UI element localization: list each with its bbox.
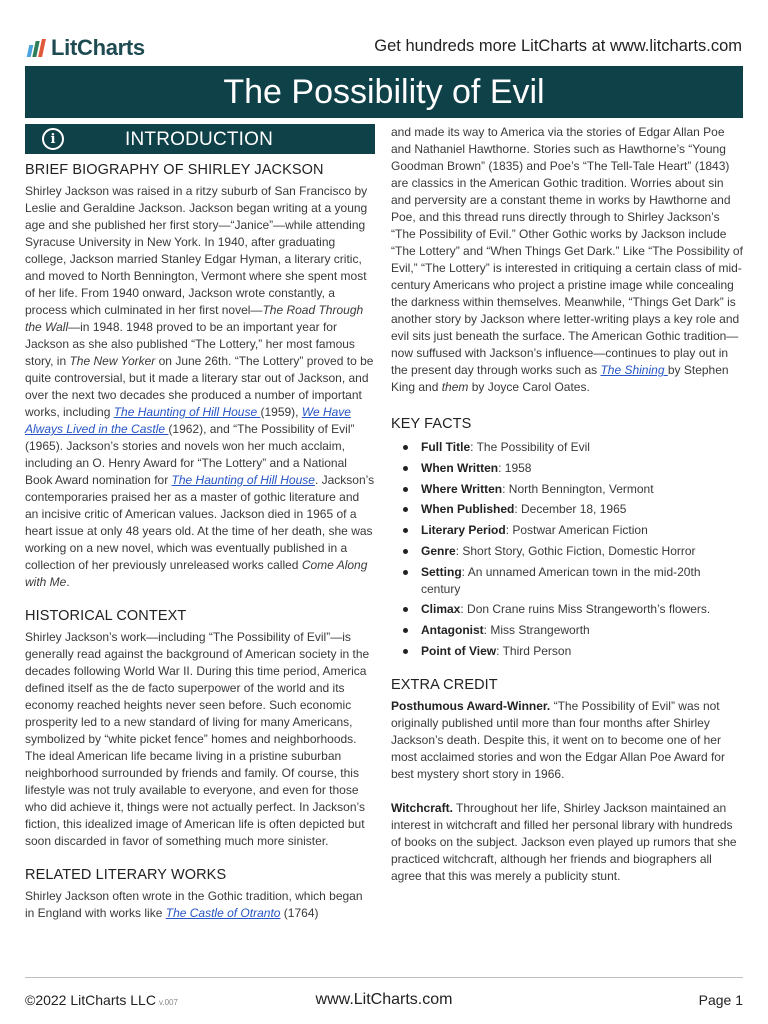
- link-castle-of-otranto[interactable]: The Castle of Otranto: [165, 906, 281, 920]
- link-the-shining[interactable]: The Shining: [600, 363, 668, 377]
- key-fact-item: Antagonist: Miss Strangeworth: [391, 622, 743, 639]
- introduction-label: INTRODUCTION: [125, 128, 274, 150]
- key-fact-value: Don Crane ruins Miss Strangeworth’s flowers.: [467, 602, 711, 617]
- key-fact-value: Third Person: [502, 643, 572, 658]
- footer-copyright: ©2022 LitCharts LLC v.007: [25, 992, 178, 1008]
- key-fact-label: Where Written: [421, 481, 503, 496]
- title-banner: [25, 66, 743, 118]
- litcharts-logo[interactable]: [28, 34, 145, 62]
- key-fact-item: Literary Period: Postwar American Fiction: [391, 522, 743, 539]
- key-fact-item: Genre: Short Story, Gothic Fiction, Domestic Horror: [391, 543, 743, 560]
- logo-text: LitCharts: [51, 35, 145, 60]
- key-fact-label: Literary Period: [421, 523, 506, 538]
- left-column: [25, 124, 375, 922]
- key-fact-label: Point of View: [421, 643, 497, 658]
- introduction-banner: [25, 124, 375, 154]
- historical-paragraph: Shirley Jackson’s work—including “The Possibility of Evil”—is generally read against the background of American society in the decades following World War II. During this time period, America defined itself as the de facto superpower of the world and its economy reached heights never seen before. Such economic prosperity led to a new standard of living for many Americans, symbolized by “white picket fence” homes and neighborhoods. The ideal American life became living in a pristine suburban neighborhood surrounded by friends and family. Of course, this lifestyle was not truly available to everyone, and even for those who did achieve it, things were not actually perfect. In Jackson’s fiction, this idealized image of American life is often depicted but soon discarded in favor of something much more sinister.: [25, 630, 370, 848]
- key-fact-value: The Possibility of Evil: [476, 440, 590, 454]
- key-facts-list: [391, 439, 743, 660]
- key-fact-label: Antagonist: [421, 623, 484, 638]
- extra-credit-witchcraft: Witchcraft. Throughout her life, Shirley Jackson maintained an interest in witchcraft and filled her personal library with hundreds of books on the subject. Jackson even played up rumors that she practiced witchcraft, although her friends and biographers all agree that this was merely a publicity stunt.: [391, 800, 737, 883]
- related-heading: RELATED LITERARY WORKS: [25, 867, 227, 883]
- historical-heading: HISTORICAL CONTEXT: [25, 608, 187, 624]
- related-paragraph-start: Shirley Jackson often wrote in the Gothic tradition, which began in England with works like The Castle of Otranto (1764): [25, 889, 363, 920]
- bio-paragraph: Shirley Jackson was raised in a ritzy suburb of San Francisco by Leslie and Geraldine Jackson. Jackson began writing at a young age and she published her first story—“Janice”—while attending Syracuse University in New York. In 1940, after graduating college, Jackson married Stanley Edgar Hyman, a literary critic, and moved to North Bennington, Vermont where she spent most of her life. From 1940 onward, Jackson wrote constantly, a process which culminated in her first novel—The Road Through the Wall—in 1948. 1948 proved to be an important year for Jackson as she also published “The Lottery,” her most famous story, in The New Yorker on June 26th. “The Lottery” proved to be quite controversial, but it made a literary star out of Jackson, and over the next two decades she produced a number of important works, including The Haunting of Hill House (1959), We Have Always Lived in the Castle (1962), and “The Possibility of Evil” (1965). Jackson’s stories and novels won her much acclaim, including an O. Henry Award for “The Lottery” and a National Book Award nomination for The Haunting of Hill House. Jackson’s contemporaries praised her as a master of gothic literature and an incisive critic of American values. Jackson died in 1965 of a heart issue at only 48 years old. At the time of her death, she was working on a new novel, which was eventually published in a collection of her previously unreleased works called Come Along with Me.: [25, 184, 375, 589]
- key-fact-value: December 18, 1965: [521, 502, 627, 517]
- key-fact-item: Setting: An unnamed American town in the mid-20th century: [391, 564, 743, 598]
- footer-url-link[interactable]: www.LitCharts.com: [315, 991, 453, 1008]
- key-fact-label: Climax: [421, 602, 461, 617]
- key-fact-item: Point of View: Third Person: [391, 643, 743, 660]
- header-tagline: Get hundreds more LitCharts at www.litcharts.com: [374, 37, 742, 55]
- key-fact-label: When Published: [421, 502, 515, 517]
- key-fact-item: Climax: Don Crane ruins Miss Strangeworth’s flowers.: [391, 601, 743, 618]
- key-fact-value: North Bennington, Vermont: [508, 481, 654, 496]
- key-fact-value: An unnamed American town in the mid-20th century: [421, 564, 701, 596]
- footer-divider: [25, 977, 743, 978]
- key-fact-value: 1958: [504, 460, 532, 475]
- key-fact-item: Full Title: The Possibility of Evil: [391, 439, 743, 456]
- info-icon: i: [42, 128, 64, 150]
- footer-page-number: Page 1: [698, 992, 743, 1008]
- extra-credit-award: Posthumous Award-Winner. “The Possibility of Evil” was not originally published until more than four months after Shirley Jackson’s death. Despite this, it went on to become one of her most acclaimed stories and won the Edgar Allan Poe Award for best mystery short story in 1966.: [391, 698, 725, 781]
- extra-credit-heading: EXTRA CREDIT: [391, 676, 498, 693]
- key-fact-label: Genre: [421, 543, 456, 558]
- key-fact-item: When Written: 1958: [391, 460, 743, 477]
- document-title: The Possibility of Evil: [223, 72, 545, 111]
- key-fact-value: Postwar American Fiction: [512, 523, 648, 538]
- footer-version: v.007: [158, 998, 178, 1007]
- key-facts-heading: KEY FACTS: [391, 416, 472, 432]
- related-paragraph-continued: and made its way to America via the stories of Edgar Allan Poe and Nathaniel Hawthorne. Stories such as Hawthorne’s “Young Goodman Brown” (1835) and Poe’s “The Tell-Tale Heart” (1843) are classics in the American Gothic tradition. Worries about sin and perversity are a constant theme in works by Hawthorne and Poe, and this thread runs directly through to Shirley Jackson’s “The Possibility of Evil.” Other Gothic works by Jackson include “The Lottery” and “When Things Get Dark.” Like “The Possibility of Evil,” “The Lottery” is interested in critiquing a certain class of mid-century Americans who project a pristine image while concealing the darkness within themselves. Meanwhile, “Things Get Dark” is another story by Jackson where letter-writing plays a key role and evil sits just beneath the surface. The American Gothic tradition—now suffused with Jackson’s influence—continues to play out in the present day through works such as The Shining by Stephen King and them by Joyce Carol Oates.: [391, 125, 743, 394]
- key-fact-item: When Published: December 18, 1965: [391, 501, 743, 518]
- key-fact-label: Full Title: [421, 440, 471, 454]
- logo-bars-icon: [28, 39, 46, 57]
- link-haunting-of-hill-house[interactable]: The Haunting of Hill House: [113, 405, 261, 419]
- right-column: [391, 124, 743, 885]
- key-fact-value: Miss Strangeworth: [490, 623, 590, 638]
- bio-heading: BRIEF BIOGRAPHY OF SHIRLEY JACKSON: [25, 162, 324, 178]
- link-haunting-of-hill-house-2[interactable]: The Haunting of Hill House: [171, 473, 315, 487]
- key-fact-value: Short Story, Gothic Fiction, Domestic Horror: [462, 543, 696, 558]
- link-we-have-always-lived-in-the-castle[interactable]: We Have Always Lived in the Castle: [25, 405, 351, 436]
- key-fact-label: When Written: [421, 460, 499, 475]
- key-fact-item: Where Written: North Bennington, Vermont: [391, 481, 743, 498]
- key-fact-label: Setting: [421, 564, 462, 579]
